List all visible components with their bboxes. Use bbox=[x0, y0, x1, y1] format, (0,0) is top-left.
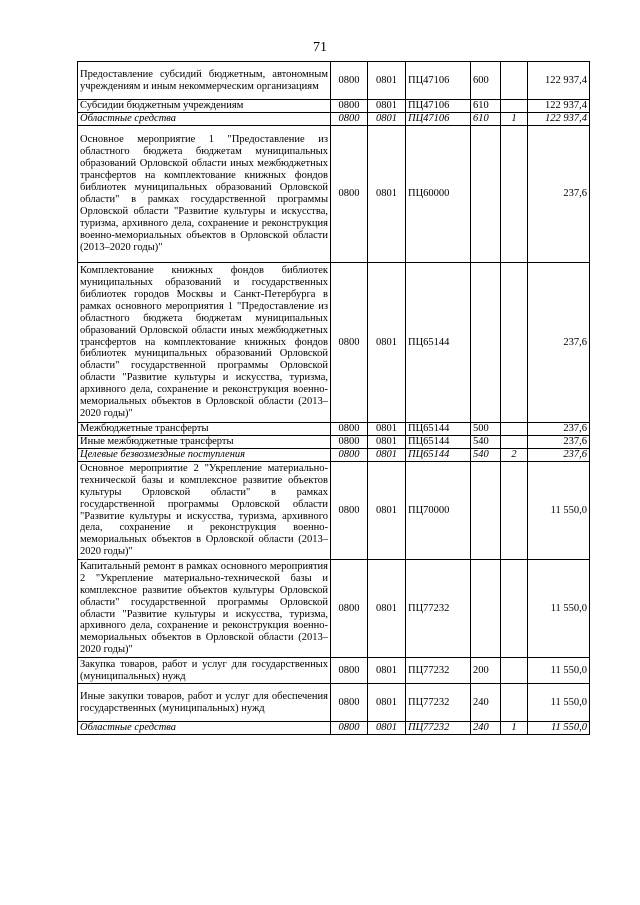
row-expense-type: 540 bbox=[471, 449, 501, 462]
row-target-article: ПЦ77232 bbox=[406, 722, 471, 735]
row-description: Комплектование книжных фондов библиотек муниципальных образований и государственных библиотек городов Москвы и Санкт-Петербурга в рамках основного мероприятия 1 "Предоставление из областного бюджета бюджетам муниципальных образований Орловской области иных межбюджетных трансфертов на комплектование книжных фондов библиотек муниципальных образований Орловской области" государственной программы Орловской области "Развитие культуры и искусства, туризма, архивного дела, сохранение и реконструкция военно-мемориальных объектов в Орловской области (2013–2020 годы)" bbox=[78, 263, 331, 423]
row-subsection-code: 0801 bbox=[368, 722, 406, 735]
table-row bbox=[78, 462, 590, 560]
row-funding-source: 1 bbox=[501, 722, 528, 735]
row-amount: 11 550,0 bbox=[528, 560, 590, 658]
row-section-code: 0800 bbox=[331, 722, 368, 735]
row-amount: 11 550,0 bbox=[528, 722, 590, 735]
table-row bbox=[78, 560, 590, 658]
row-funding-source: 1 bbox=[501, 113, 528, 126]
table-row bbox=[78, 722, 590, 735]
row-subsection-code: 0801 bbox=[368, 560, 406, 658]
row-description: Основное мероприятие 2 "Укрепление материально-технической базы и комплексное развитие объектов культуры Орловской области" в рамках государственной программы Орловской области "Развитие культуры и искусства, туризма, архивного дела, сохранение и реконструкция военно-мемориальных объектов в Орловской области (2013–2020 годы)" bbox=[78, 462, 331, 560]
row-expense-type bbox=[471, 462, 501, 560]
row-target-article: ПЦ60000 bbox=[406, 126, 471, 263]
row-section-code: 0800 bbox=[331, 100, 368, 113]
row-subsection-code: 0801 bbox=[368, 658, 406, 684]
table-row bbox=[78, 436, 590, 449]
row-funding-source bbox=[501, 423, 528, 436]
table-row bbox=[78, 658, 590, 684]
row-expense-type bbox=[471, 126, 501, 263]
row-target-article: ПЦ70000 bbox=[406, 462, 471, 560]
row-section-code: 0800 bbox=[331, 423, 368, 436]
row-amount: 237,6 bbox=[528, 423, 590, 436]
row-funding-source bbox=[501, 436, 528, 449]
row-subsection-code: 0801 bbox=[368, 126, 406, 263]
row-description: Областные средства bbox=[78, 722, 331, 735]
row-expense-type bbox=[471, 560, 501, 658]
row-amount: 122 937,4 bbox=[528, 113, 590, 126]
budget-table bbox=[77, 61, 590, 735]
row-subsection-code: 0801 bbox=[368, 113, 406, 126]
row-description: Областные средства bbox=[78, 113, 331, 126]
row-subsection-code: 0801 bbox=[368, 423, 406, 436]
row-subsection-code: 0801 bbox=[368, 684, 406, 722]
row-section-code: 0800 bbox=[331, 263, 368, 423]
row-section-code: 0800 bbox=[331, 462, 368, 560]
table-row bbox=[78, 449, 590, 462]
table-row bbox=[78, 113, 590, 126]
row-funding-source bbox=[501, 100, 528, 113]
row-funding-source: 2 bbox=[501, 449, 528, 462]
row-target-article: ПЦ77232 bbox=[406, 560, 471, 658]
table-row bbox=[78, 100, 590, 113]
row-expense-type bbox=[471, 263, 501, 423]
row-expense-type: 200 bbox=[471, 658, 501, 684]
row-subsection-code: 0801 bbox=[368, 449, 406, 462]
row-amount: 237,6 bbox=[528, 436, 590, 449]
table-row bbox=[78, 684, 590, 722]
row-description: Капитальный ремонт в рамках основного мероприятия 2 "Укрепление материально-технической базы и комплексное развитие объектов культуры Орловской области" государственной программы Орловской области "Развитие культуры и искусства, туризма, архивного дела, сохранение и реконструкция военно-мемориальных объектов в Орловской области (2013–2020 годы)" bbox=[78, 560, 331, 658]
row-target-article: ПЦ65144 bbox=[406, 423, 471, 436]
row-amount: 122 937,4 bbox=[528, 62, 590, 100]
table-row bbox=[78, 62, 590, 100]
row-funding-source bbox=[501, 658, 528, 684]
row-description: Межбюджетные трансферты bbox=[78, 423, 331, 436]
row-target-article: ПЦ65144 bbox=[406, 263, 471, 423]
row-funding-source bbox=[501, 462, 528, 560]
row-expense-type: 240 bbox=[471, 684, 501, 722]
row-expense-type: 610 bbox=[471, 100, 501, 113]
row-amount: 122 937,4 bbox=[528, 100, 590, 113]
row-expense-type: 500 bbox=[471, 423, 501, 436]
row-subsection-code: 0801 bbox=[368, 263, 406, 423]
row-target-article: ПЦ77232 bbox=[406, 684, 471, 722]
row-target-article: ПЦ47106 bbox=[406, 113, 471, 126]
row-description: Закупка товаров, работ и услуг для государственных (муниципальных) нужд bbox=[78, 658, 331, 684]
row-section-code: 0800 bbox=[331, 560, 368, 658]
row-target-article: ПЦ65144 bbox=[406, 449, 471, 462]
row-amount: 11 550,0 bbox=[528, 462, 590, 560]
table-row bbox=[78, 423, 590, 436]
row-section-code: 0800 bbox=[331, 113, 368, 126]
row-target-article: ПЦ65144 bbox=[406, 436, 471, 449]
row-subsection-code: 0801 bbox=[368, 100, 406, 113]
row-description: Предоставление субсидий бюджетным, автономным учреждениям и иным некоммерческим организациям bbox=[78, 62, 331, 100]
row-target-article: ПЦ47106 bbox=[406, 62, 471, 100]
row-expense-type: 540 bbox=[471, 436, 501, 449]
row-subsection-code: 0801 bbox=[368, 436, 406, 449]
row-description: Целевые безвозмездные поступления bbox=[78, 449, 331, 462]
row-amount: 237,6 bbox=[528, 126, 590, 263]
row-expense-type: 600 bbox=[471, 62, 501, 100]
row-expense-type: 610 bbox=[471, 113, 501, 126]
row-section-code: 0800 bbox=[331, 658, 368, 684]
row-funding-source bbox=[501, 263, 528, 423]
row-amount: 237,6 bbox=[528, 263, 590, 423]
row-description: Иные межбюджетные трансферты bbox=[78, 436, 331, 449]
row-target-article: ПЦ47106 bbox=[406, 100, 471, 113]
table-row bbox=[78, 126, 590, 263]
row-section-code: 0800 bbox=[331, 62, 368, 100]
row-expense-type: 240 bbox=[471, 722, 501, 735]
table-row bbox=[78, 263, 590, 423]
row-funding-source bbox=[501, 62, 528, 100]
row-section-code: 0800 bbox=[331, 449, 368, 462]
row-description: Основное мероприятие 1 "Предоставление из областного бюджета бюджетам муниципальных образований Орловской области иных межбюджетных трансфертов на комплектование книжных фондов библиотек муниципальных образований Орловской области" в рамках государственной программы Орловской области "Развитие культуры и искусства, туризма, архивного дела, сохранение и реконструкция военно-мемориальных объектов в Орловской области (2013–2020 годы)" bbox=[78, 126, 331, 263]
row-amount: 237,6 bbox=[528, 449, 590, 462]
row-section-code: 0800 bbox=[331, 126, 368, 263]
row-section-code: 0800 bbox=[331, 436, 368, 449]
row-amount: 11 550,0 bbox=[528, 684, 590, 722]
row-funding-source bbox=[501, 684, 528, 722]
row-subsection-code: 0801 bbox=[368, 462, 406, 560]
budget-table-body bbox=[78, 62, 590, 735]
page-number: 71 bbox=[313, 40, 327, 55]
row-target-article: ПЦ77232 bbox=[406, 658, 471, 684]
row-subsection-code: 0801 bbox=[368, 62, 406, 100]
row-amount: 11 550,0 bbox=[528, 658, 590, 684]
row-section-code: 0800 bbox=[331, 684, 368, 722]
row-funding-source bbox=[501, 560, 528, 658]
row-description: Субсидии бюджетным учреждениям bbox=[78, 100, 331, 113]
row-funding-source bbox=[501, 126, 528, 263]
row-description: Иные закупки товаров, работ и услуг для обеспечения государственных (муниципальных) нужд bbox=[78, 684, 331, 722]
